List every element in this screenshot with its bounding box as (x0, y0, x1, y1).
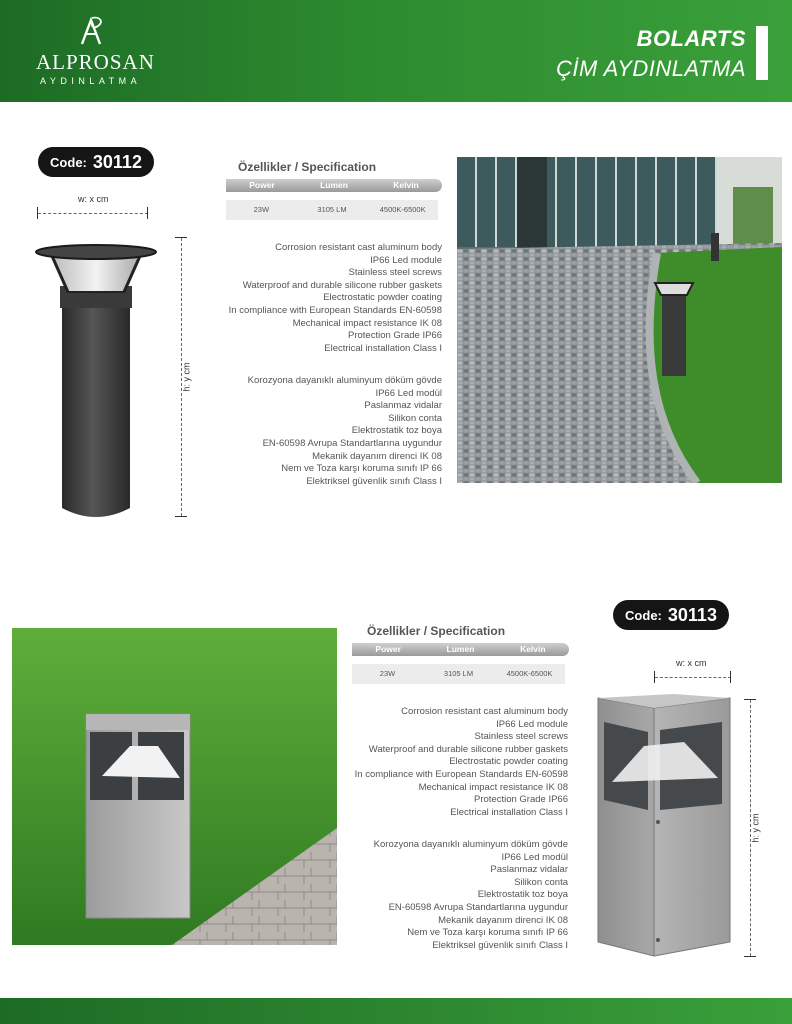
feature-item: Electrical installation Class I (450, 806, 568, 818)
feature-item: Paslanmaz vidalar (364, 400, 442, 412)
header-banner (0, 0, 792, 102)
spec-header-kelvin: Kelvin (393, 180, 419, 190)
width-tick-left (654, 671, 655, 683)
feature-item: Electrostatic powder coating (449, 756, 568, 768)
installation-photo-walkway (457, 157, 782, 483)
spec-table-header (226, 179, 442, 192)
feature-item: EN-60598 Avrupa Standartlarına uygundur (262, 437, 442, 449)
spec-header-lumen: Lumen (446, 644, 475, 654)
feature-item: Korozyona dayanıklı aluminyum döküm gövde (373, 839, 568, 850)
width-dimension-line (655, 677, 731, 678)
features-turkish (248, 375, 442, 488)
spec-header-lumen: Lumen (320, 180, 348, 190)
installation-photo-lawn (12, 628, 337, 945)
width-dimension-label: w: x cm (676, 658, 707, 668)
features-english (355, 706, 568, 819)
feature-item: IP66 Led modül (501, 851, 568, 863)
feature-item: Waterproof and durable silicone rubber gaskets (242, 279, 442, 291)
feature-item: Silikon conta (514, 876, 568, 888)
product-code-badge (38, 147, 154, 177)
feature-item: Korozyona dayanıklı aluminyum döküm gövde (247, 375, 442, 386)
code-label: Code: (50, 154, 87, 170)
feature-item: Electrical installation Class I (324, 342, 442, 354)
spec-title: Özellikler / Specification (367, 624, 506, 638)
spec-header-kelvin: Kelvin (520, 644, 546, 654)
code-label: Code: (625, 607, 662, 623)
feature-item: EN-60598 Avrupa Standartlarına uygundur (388, 901, 568, 913)
feature-item: IP66 Led module (370, 254, 442, 266)
spec-value-power: 23W (379, 669, 396, 678)
width-dimension-label: w: x cm (78, 194, 109, 204)
feature-item: In compliance with European Standards EN-60598 (228, 304, 442, 316)
feature-item: Mechanical impact resistance IK 08 (292, 317, 442, 329)
height-dimension-label: h: y cm (181, 362, 192, 392)
spec-table-row (226, 200, 438, 220)
feature-item: Mekanik dayanım direnci IK 08 (438, 914, 568, 926)
width-tick-right (730, 671, 731, 683)
width-tick-right (147, 207, 148, 219)
height-tick-top (175, 237, 187, 238)
feature-item: Mechanical impact resistance IK 08 (418, 781, 568, 793)
feature-item: Stainless steel screws (348, 267, 442, 279)
feature-item: Corrosion resistant cast aluminum body (275, 242, 442, 253)
feature-item: IP66 Led modül (375, 387, 442, 399)
feature-item: IP66 Led module (496, 718, 568, 730)
features-english (229, 242, 442, 355)
page-subtitle: ÇİM AYDINLATMA (556, 56, 746, 81)
feature-item: In compliance with European Standards EN-60598 (354, 768, 568, 780)
spec-header-power: Power (375, 644, 401, 654)
width-tick-left (37, 207, 38, 219)
feature-item: Elektrostatik toz boya (351, 425, 442, 437)
height-tick-bottom (175, 516, 187, 517)
height-dimension-label: h: y cm (750, 813, 761, 843)
spec-table-row (352, 664, 565, 684)
code-number: 30113 (667, 604, 717, 625)
spec-value-lumen: 3105 LM (317, 205, 347, 214)
feature-item: Protection Grade IP66 (348, 330, 442, 342)
header-accent-bar (756, 26, 768, 80)
feature-item: Mekanik dayanım direnci IK 08 (312, 450, 442, 462)
brand-subtitle: AYDINLATMA (40, 76, 142, 86)
spec-header-power: Power (249, 180, 275, 190)
height-tick-bottom (744, 956, 756, 957)
footer-banner (0, 998, 792, 1024)
square-bollard-product-image (594, 694, 734, 960)
feature-item: Silikon conta (388, 412, 442, 424)
features-turkish (374, 839, 568, 952)
feature-item: Stainless steel screws (474, 731, 568, 743)
feature-item: Waterproof and durable silicone rubber gaskets (368, 743, 568, 755)
page-title: BOLARTS (636, 26, 746, 51)
feature-item: Electrostatic powder coating (323, 292, 442, 304)
feature-item: Corrosion resistant cast aluminum body (401, 706, 568, 717)
spec-value-lumen: 3105 LM (443, 669, 474, 678)
spec-table-header (352, 643, 569, 656)
feature-item: Nem ve Toza karşı koruma sınıfı IP 66 (281, 463, 442, 475)
brand-name: ALPROSAN (36, 50, 155, 74)
spec-value-power: 23W (253, 205, 270, 214)
code-number: 30112 (92, 151, 142, 172)
feature-item: Elektriksel güvenlik sınıfı Class I (306, 475, 442, 487)
round-bollard-product-image (34, 240, 158, 524)
feature-item: Protection Grade IP66 (474, 794, 568, 806)
feature-item: Elektriksel güvenlik sınıfı Class I (432, 939, 568, 951)
feature-item: Paslanmaz vidalar (490, 864, 568, 876)
feature-item: Elektrostatik toz boya (477, 889, 568, 901)
spec-value-kelvin: 4500K-6500K (379, 205, 426, 214)
brand-logo-icon (76, 14, 106, 48)
spec-value-kelvin: 4500K-6500K (506, 669, 553, 678)
feature-item: Nem ve Toza karşı koruma sınıfı IP 66 (407, 927, 568, 939)
height-tick-top (744, 699, 756, 700)
product-code-badge (613, 600, 729, 630)
spec-title: Özellikler / Specification (238, 160, 377, 174)
width-dimension-line (38, 213, 148, 214)
